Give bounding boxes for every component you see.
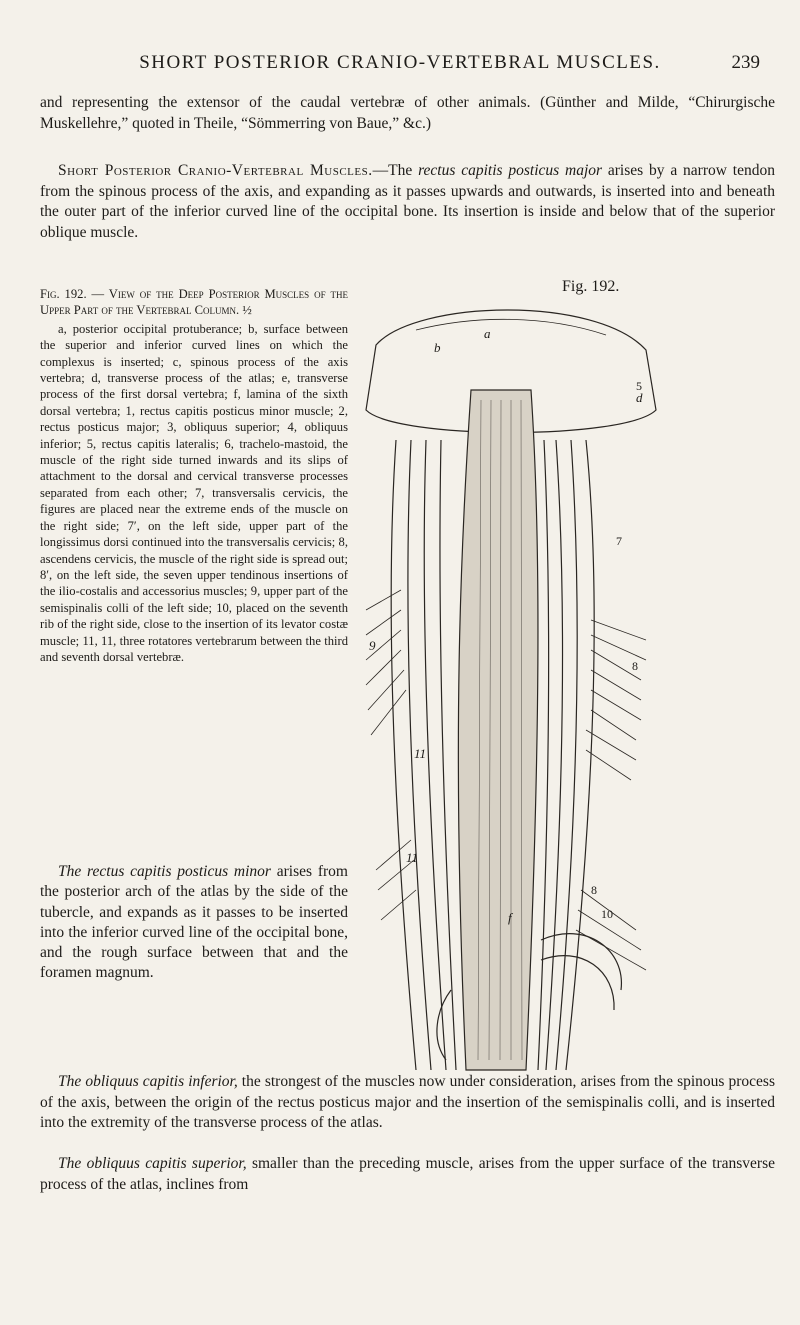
rectus-minor-paragraph — [40, 862, 348, 984]
rectus-minor-term: The rectus capitis posticus minor — [58, 863, 271, 880]
mark-11-b: 11 — [406, 850, 419, 865]
short-muscles-paragraph — [40, 161, 775, 243]
figure-caption — [40, 286, 348, 665]
mark-11-a: 11 — [414, 746, 427, 761]
rectus-major-text: arises by a narrow tendon from the spinous process of the axis, and expanding as it passes upwards and outwards, is inserted into and beneath the outer part of the inferior curved line of the occipital bone. Its insertion is inside and below that of the superior oblique muscle. — [40, 162, 775, 241]
section-heading: Short Posterior Cranio-Vertebral Muscles. — [58, 162, 373, 179]
mark-5: 5 — [636, 379, 642, 393]
mark-b: b — [434, 340, 441, 355]
mark-8-right: 8 — [632, 659, 638, 673]
running-title: SHORT POSTERIOR CRANIO-VERTEBRAL MUSCLES. — [139, 52, 661, 73]
obliquus-superior-paragraph — [40, 1154, 775, 1195]
obliquus-inferior-paragraph — [40, 1072, 775, 1134]
rectus-major-term: rectus capitis posticus major — [418, 162, 603, 179]
obliquus-superior-term: The obliquus capitis superior, — [58, 1155, 247, 1172]
page-number: 239 — [731, 52, 760, 73]
mark-7: 7 — [616, 534, 622, 548]
heading-dash: —The — [372, 162, 419, 179]
anatomical-illustration — [356, 290, 660, 1090]
mark-f: f — [508, 910, 512, 925]
mark-8-lower: 8 — [591, 883, 597, 897]
mark-a: a — [484, 326, 491, 341]
running-head — [40, 52, 760, 78]
mark-9: 9 — [369, 638, 376, 653]
mark-d: d — [636, 390, 643, 405]
caption-body: a, posterior occipital protuberance; b, surface between the superior and inferior curved lines on which the complexus is inserted; c, spinous process of the axis vertebra; d, transverse process of the atlas; e, transverse process of the first dorsal vertebra; f, lamina of the sixth dorsal vertebra; 1, rectus capitis posticus minor muscle; 2, rectus posticus major; 3, obliquus superior; 4, obliquus inferior; 5, rectus capitis lateralis; 6, trachelo-mastoid, the muscle of the right side turned inwards and its slips of attachment to the dorsal and cervical transverse processes separated from each other; 7, transversalis cervicis, the figures are placed near the extreme ends of the muscle on the right side; 7′, on the left side, upper part of the longissimus dorsi continued into the transversalis cervicis; 8, ascendens cervicis, the muscle of the right side is spread out; 8′, on the left side, the seven upper tendinous insertions of the ilio-costalis and accessorius muscles; 9, upper part of the semispinalis colli of the left side; 10, placed on the seventh rib of the right side, close to the insertion of its levator costæ muscle; 11, 11, three rotatores vertebrarum between the third and seventh dorsal vertebræ. — [40, 321, 348, 664]
obliquus-inferior-text: the strongest of the muscles now under consideration, arises from the spinous process of the axis, between the origin of the rectus posticus major and the insertion of the semispinalis colli, and is inserted into the extremity of the transverse process of the atlas. — [40, 1073, 775, 1131]
obliquus-inferior-term: The obliquus capitis inferior, — [58, 1073, 238, 1090]
figure-label: Fig. 192. — [562, 278, 620, 295]
spinal-muscle-mass — [458, 390, 538, 1070]
rectus-minor-text: arises from the posterior arch of the atlas by the side of the tubercle, and expands as it passes to be inserted into the inferior curved line of the occipital bone, and the rough surface between that and the foramen magnum. — [40, 863, 348, 982]
mark-10: 10 — [601, 907, 613, 921]
obliquus-superior-text: smaller than the preceding muscle, arises from the upper surface of the transverse process of the atlas, inclines from — [40, 1155, 776, 1193]
intro-paragraph: and representing the extensor of the caudal vertebræ of other animals. (Günther and Milde, “Chirurgische Muskellehre,” quoted in Theile, “Sömmerring von Baue,” &c.) — [40, 94, 775, 132]
caption-scale: ½ — [242, 303, 252, 318]
caption-title: Fig. 192. — View of the Deep Posterior Muscles of the Upper Part of the Vertebral Column. — [40, 287, 348, 318]
